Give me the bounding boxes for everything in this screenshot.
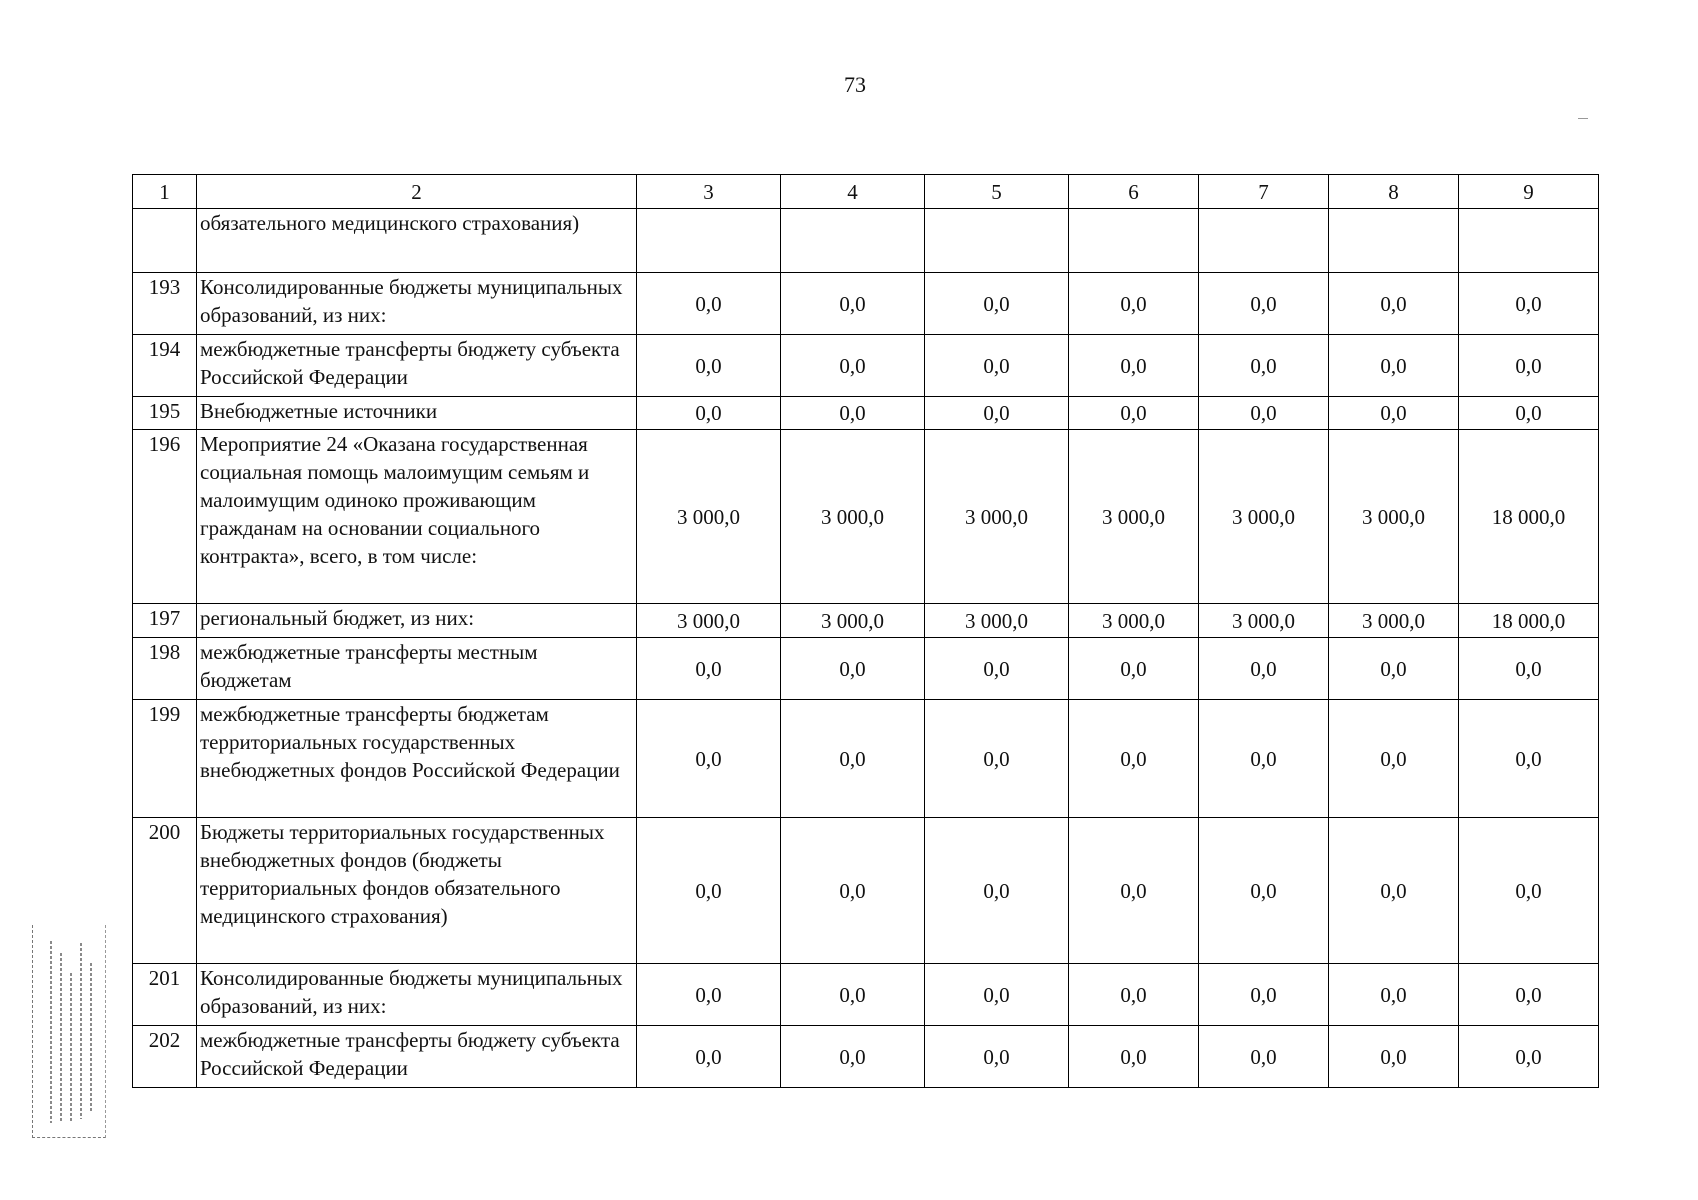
table-row [133,335,1599,397]
row-value: 0,0 [925,397,1069,430]
table-row [133,818,1599,964]
row-number: 193 [133,273,197,335]
row-value: 3 000,0 [1199,604,1329,638]
row-value: 0,0 [925,964,1069,1026]
row-value: 0,0 [1459,964,1599,1026]
row-value: 3 000,0 [1069,604,1199,638]
row-value: 0,0 [781,818,925,964]
table-row [133,430,1599,604]
row-value: 0,0 [1199,397,1329,430]
column-header: 2 [197,175,637,209]
stamp-lines-graphic [39,933,99,1129]
row-number: 202 [133,1026,197,1088]
row-value: 0,0 [1199,964,1329,1026]
row-name: региональный бюджет, из них: [197,604,637,638]
scanned-stamp [32,925,106,1138]
row-value: 0,0 [1069,964,1199,1026]
row-value: 3 000,0 [1329,430,1459,604]
row-number: 198 [133,638,197,700]
column-header: 3 [637,175,781,209]
row-value: 0,0 [781,1026,925,1088]
row-value: 0,0 [1069,700,1199,818]
row-number: 197 [133,604,197,638]
row-value: 3 000,0 [1329,604,1459,638]
row-value: 0,0 [1199,638,1329,700]
row-number: 196 [133,430,197,604]
table-row [133,1026,1599,1088]
row-name: межбюджетные трансферты местным бюджетам [197,638,637,700]
row-value: 0,0 [1069,1026,1199,1088]
row-value: 0,0 [637,335,781,397]
row-value: 0,0 [1459,397,1599,430]
column-header: 7 [1199,175,1329,209]
row-value: 3 000,0 [1199,430,1329,604]
row-value: 0,0 [1069,335,1199,397]
row-value: 3 000,0 [925,430,1069,604]
row-name: межбюджетные трансферты бюджету субъекта Российской Федерации [197,335,637,397]
row-value: 0,0 [925,700,1069,818]
row-value: 0,0 [1329,397,1459,430]
table-row [133,273,1599,335]
row-name: Бюджеты территориальных государственных внебюджетных фондов (бюджеты территориальных фондов обязательного медицинского страхования) [197,818,637,964]
table-row [133,209,1599,273]
row-value: 0,0 [637,1026,781,1088]
row-value: 0,0 [637,700,781,818]
row-value: 0,0 [781,335,925,397]
row-value: 0,0 [925,273,1069,335]
row-value: 0,0 [1199,700,1329,818]
row-value: 0,0 [1459,1026,1599,1088]
row-value: 0,0 [637,273,781,335]
row-value: 0,0 [1199,1026,1329,1088]
row-value [1329,209,1459,273]
row-number: 194 [133,335,197,397]
row-number: 199 [133,700,197,818]
row-value: 0,0 [1459,335,1599,397]
row-value [925,209,1069,273]
page-number: 73 [844,72,866,97]
row-value: 0,0 [781,638,925,700]
row-name: Консолидированные бюджеты муниципальных образований, из них: [197,964,637,1026]
row-value: 0,0 [925,1026,1069,1088]
row-value: 3 000,0 [781,604,925,638]
row-value: 0,0 [637,397,781,430]
row-value [1069,209,1199,273]
row-name: межбюджетные трансферты бюджету субъекта Российской Федерации [197,1026,637,1088]
row-value: 0,0 [1329,964,1459,1026]
row-value: 0,0 [1069,397,1199,430]
row-value: 0,0 [781,700,925,818]
row-value: 0,0 [781,273,925,335]
row-value: 0,0 [925,818,1069,964]
row-value: 0,0 [925,638,1069,700]
row-value: 0,0 [1329,273,1459,335]
row-value: 0,0 [637,818,781,964]
table-row [133,604,1599,638]
table-row [133,638,1599,700]
row-value: 18 000,0 [1459,604,1599,638]
row-value: 0,0 [1329,335,1459,397]
row-value: 0,0 [781,397,925,430]
header-row [133,175,1599,209]
row-value: 0,0 [1329,1026,1459,1088]
row-value: 0,0 [1459,638,1599,700]
budget-table [132,174,1599,1088]
row-value [637,209,781,273]
row-number [133,209,197,273]
row-value [1199,209,1329,273]
row-value: 3 000,0 [637,430,781,604]
row-name: Консолидированные бюджеты муниципальных образований, из них: [197,273,637,335]
row-name: межбюджетные трансферты бюджетам территориальных государственных внебюджетных фондов Российской Федерации [197,700,637,818]
row-value: 3 000,0 [1069,430,1199,604]
row-name: Мероприятие 24 «Оказана государственная социальная помощь малоимущим семьям и малоимущим одиноко проживающим гражданам на основании социального контракта», всего, в том числе: [197,430,637,604]
row-value [781,209,925,273]
row-value: 0,0 [637,638,781,700]
row-number: 200 [133,818,197,964]
row-value: 3 000,0 [925,604,1069,638]
column-header: 9 [1459,175,1599,209]
scan-mark [1578,118,1588,119]
table-row [133,397,1599,430]
row-value: 0,0 [1199,335,1329,397]
row-value: 0,0 [925,335,1069,397]
row-value: 0,0 [1199,818,1329,964]
row-value: 0,0 [637,964,781,1026]
row-value: 0,0 [1329,638,1459,700]
row-value: 0,0 [1459,818,1599,964]
row-value: 0,0 [1459,700,1599,818]
row-value: 0,0 [1459,273,1599,335]
row-value: 0,0 [1069,273,1199,335]
row-value: 0,0 [1069,638,1199,700]
table-row [133,700,1599,818]
column-header: 4 [781,175,925,209]
row-value: 18 000,0 [1459,430,1599,604]
row-value: 3 000,0 [637,604,781,638]
row-name: обязательного медицинского страхования) [197,209,637,273]
row-value: 0,0 [1069,818,1199,964]
table-row [133,964,1599,1026]
row-value: 3 000,0 [781,430,925,604]
row-number: 195 [133,397,197,430]
column-header: 1 [133,175,197,209]
row-value [1459,209,1599,273]
row-value: 0,0 [1199,273,1329,335]
row-value: 0,0 [781,964,925,1026]
row-number: 201 [133,964,197,1026]
row-value: 0,0 [1329,818,1459,964]
column-header: 8 [1329,175,1459,209]
column-header: 6 [1069,175,1199,209]
column-header: 5 [925,175,1069,209]
row-value: 0,0 [1329,700,1459,818]
row-name: Внебюджетные источники [197,397,637,430]
